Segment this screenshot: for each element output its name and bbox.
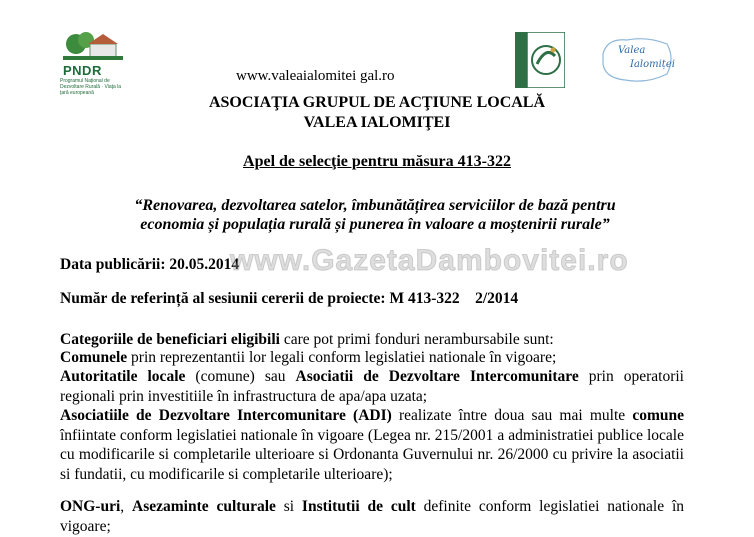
publication-date: Data publicării: 20.05.2014 — [60, 256, 240, 273]
call-title: Apel de selecţie pentru măsura 413-322 — [243, 153, 511, 170]
beneficiaries-intro: Categoriile de beneficiari eligibili care pot primi fonduri nerambursabile sunt: — [60, 331, 554, 348]
measure-quote: “Renovarea, dezvoltarea satelor, îmbunătățirea serviciilor de bază pentru economia și populația rurală și punerea în valoare a moștenirii rurale” — [134, 197, 616, 233]
beneficiary-adi: Asociatiile de Dezvoltare Intercomunitare (ADI) realizate între doua sau mai multe comune înfiintate conform legislatiei nationale în vigoare (Legea nr. 215/2001 a administratiei publice locale cu modificarile si completarile ulterioare si Ordonanta Guvernului nr. 26/2000 cu privire la asociatii si fundatii, cu modificarile si completarile ulterioare); — [60, 407, 684, 483]
valea-logo-text: Valea Ialomiței — [618, 45, 675, 70]
organization-name: ASOCIAŢIA GRUPUL DE ACŢIUNE LOCALĂ VALEA IALOMIŢEI — [208, 94, 546, 131]
website-link[interactable]: www.valeaialomitei gal.ro — [236, 68, 395, 84]
beneficiary-communes: Comunele prin reprezentantii lor legali conform legislatiei nationale în vigoare; — [60, 349, 557, 366]
beneficiary-ngos: ONG-uri, Asezaminte culturale si Institutii de cult definite conform legislatiei nationale în vigoare; — [60, 498, 684, 535]
pndr-tagline: Programul Naţional de Dezvoltare Rurală · Viaţa la ţară europeană — [60, 78, 122, 96]
pndr-name: PNDR — [63, 63, 102, 78]
watermark: www.GazetaDambovitei.ro — [230, 244, 629, 277]
beneficiary-local-authorities: Autoritatile locale (comune) sau Asociatii de Dezvoltare Intercomunitare prin operatorii regionali prin investitiile în infrastructura de apa/apa uzata; — [60, 368, 684, 405]
reference-number: Număr de referință al sesiunii cererii de proiecte: M 413-322 2/2014 — [60, 290, 519, 307]
leader-logo — [515, 32, 565, 88]
